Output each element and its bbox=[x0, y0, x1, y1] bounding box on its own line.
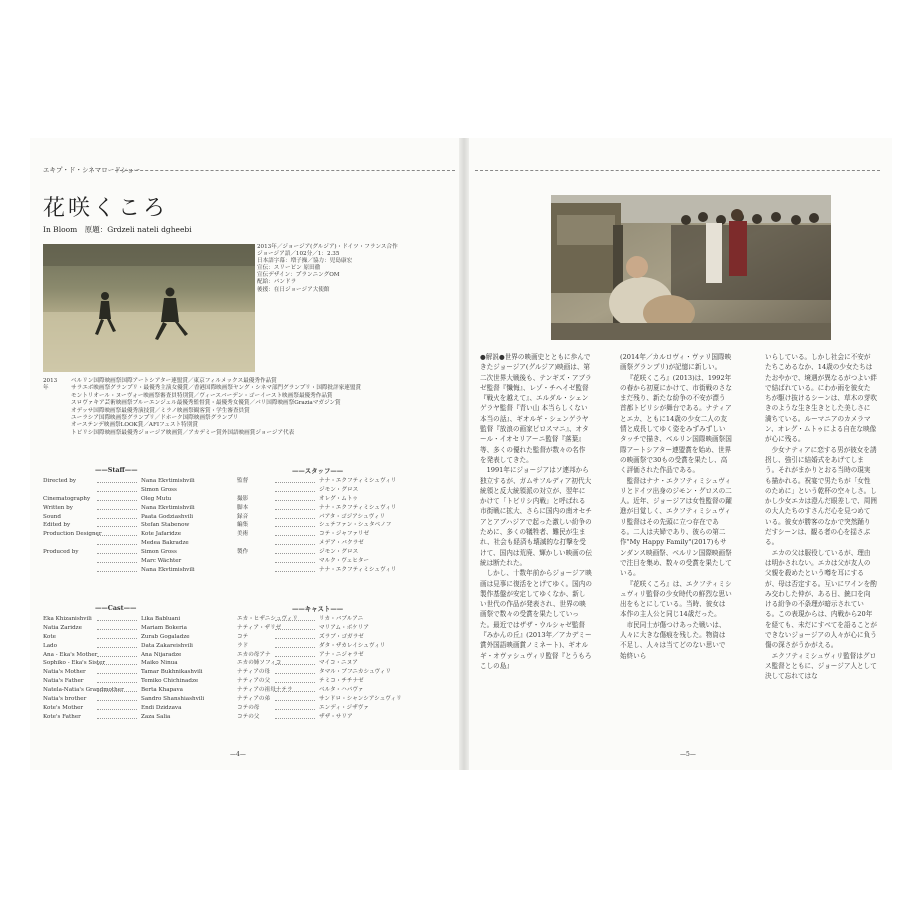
credit-name: Stefan Stabenow bbox=[141, 522, 190, 529]
essay-paragraph: ●解説●世界の映画史とともに歩んできたジョージア(グルジア)映画は、第二次世界大戦後も、テンギズ・アブラゼ監督『懺悔』、レゾ・チヘイゼ監督『戦火を越えて』、エルダル・シェンゲラヤ監督『青い山 本当らしくない本当の話』、ギオルギ・シェンゲラヤ監督『放浪の画家ピロスマニ』、オタール・イオセリアーニ監督『落葉』等、多くの優れた監督が数々の名作を発表してきた。 bbox=[480, 353, 592, 464]
credit-row bbox=[237, 557, 447, 566]
credit-name: Lika Babluani bbox=[141, 616, 181, 622]
still-photo-girls-running bbox=[43, 244, 255, 372]
leader-dots bbox=[97, 571, 137, 572]
leader-dots bbox=[275, 500, 315, 501]
page-number-right: —5— bbox=[680, 751, 696, 758]
credit-name: Nana Ekvtimishvili bbox=[141, 566, 195, 573]
credit-row bbox=[237, 695, 447, 704]
credit-role: Kote's Father bbox=[43, 713, 81, 720]
leader-dots bbox=[275, 518, 315, 519]
credit-role: 製作 bbox=[237, 549, 249, 556]
leader-dots bbox=[275, 526, 315, 527]
credit-name: Tamar Bukhnikashvili bbox=[141, 669, 203, 676]
credit-row bbox=[43, 633, 243, 642]
credit-name: Zaza Salia bbox=[141, 713, 171, 720]
credit-row bbox=[43, 686, 243, 695]
credit-name: Sandro Shanshiashvili bbox=[141, 696, 205, 703]
leader-dots bbox=[97, 518, 137, 519]
credit-name: Zurab Gogaladze bbox=[141, 633, 190, 640]
award-line: サラエボ映画祭グランプリ・最優秀主演女優賞／香港国際映画祭ヤング・シネマ部門グランプリ・国際批評家連盟賞 bbox=[71, 385, 362, 392]
credit-name: Ana Nijaradze bbox=[141, 651, 182, 658]
credit-name: Temiko Chichinadze bbox=[141, 678, 199, 685]
credit-name: Marc Wächter bbox=[141, 558, 182, 565]
credit-row bbox=[237, 530, 447, 539]
header-rule-right bbox=[475, 170, 880, 171]
award-line: オーステンデ映画祭LOOK賞／AFIフェスト特別賞 bbox=[71, 422, 198, 429]
credit-row bbox=[237, 566, 447, 575]
cast-heading-jp-text: キャスト bbox=[304, 605, 331, 613]
credit-name: ナナ・エクフティミシュヴィリ bbox=[319, 566, 397, 573]
leader-dots bbox=[275, 620, 315, 621]
credit-row bbox=[237, 539, 447, 548]
leader-dots bbox=[97, 509, 137, 510]
film-info bbox=[257, 244, 398, 294]
credit-row bbox=[43, 504, 233, 513]
credit-row bbox=[237, 659, 447, 668]
staff-list-jp bbox=[237, 477, 447, 575]
essay-paragraph: 少女ナティアに恋する男が彼女を誘拐し、強引に結婚式をあげてしまう。それがまかりとおる当時の現実も描かれる。祝宴で男たちが「女性のために」という乾杯の空々しさ。しかし少女エカは澄んだ眼差しで、周囲の大人たちのすさんだ心を見つめている。彼女が勝客のなかで突然踊りだすシーンは、観る者の心を揺さぶる。 bbox=[765, 445, 877, 547]
credit-role: Directed by bbox=[43, 478, 77, 484]
credit-name: Paata Godziashvili bbox=[141, 513, 194, 520]
credit-name: Kote Jafaridze bbox=[141, 531, 182, 538]
leader-dots bbox=[275, 509, 315, 510]
leader-dots bbox=[275, 718, 315, 719]
leader-dots bbox=[275, 553, 315, 554]
credit-name: オレグ・ムトゥ bbox=[319, 495, 358, 502]
film-subtitle: In Bloom 原題：Grdzeli nateli dgheebi bbox=[43, 225, 192, 234]
info-line: ジョージア語／102分／1：2.35 bbox=[257, 251, 340, 258]
leader-dots bbox=[97, 629, 137, 630]
credit-name: パアタ・ゴジアシュヴィリ bbox=[319, 513, 386, 520]
essay-paragraph: (2014年／カルロヴィ・ヴァリ国際映画祭グランプリ)が記憶に新しい。 bbox=[620, 353, 732, 372]
cast-list-jp bbox=[237, 615, 447, 722]
credit-name: マリアム・ボケリア bbox=[319, 624, 369, 631]
leader-dots bbox=[275, 656, 315, 657]
credit-row bbox=[43, 530, 233, 539]
credit-role: Natia's Father bbox=[43, 678, 84, 685]
info-line: 後援：在日ジョージア大使館 bbox=[257, 286, 330, 293]
credit-name: マイコ・ニヌア bbox=[319, 660, 358, 667]
credit-row bbox=[43, 642, 243, 651]
leader-dots bbox=[275, 491, 315, 492]
credit-role: Ana - Eka's Mother bbox=[43, 651, 98, 658]
credit-row bbox=[43, 695, 243, 704]
leader-dots bbox=[97, 682, 137, 683]
credit-name: サンドロ・シャンシアシュヴィリ bbox=[319, 696, 402, 703]
award-line: オデッサ国際映画祭最優秀演技賞／ミラノ映画祭観客賞・学生審査員賞 bbox=[71, 407, 250, 414]
credit-row bbox=[237, 651, 447, 660]
credit-row bbox=[237, 713, 447, 722]
credit-name: Oleg Mutu bbox=[141, 495, 172, 502]
leader-dots bbox=[275, 482, 315, 483]
credit-role: Produced by bbox=[43, 549, 79, 556]
credit-name: シュテファン・シュタベノフ bbox=[319, 522, 392, 529]
credit-name: ズラブ・ゴガラゼ bbox=[319, 633, 364, 640]
info-line: 2013年／ジョージア(グルジア)・ドイツ・フランス合作 bbox=[257, 244, 398, 250]
credit-role: Cinematography bbox=[43, 495, 91, 502]
credit-row bbox=[43, 668, 243, 677]
leader-dots bbox=[275, 673, 315, 674]
leader-dots bbox=[275, 535, 315, 536]
leader-dots bbox=[275, 544, 315, 545]
credit-row bbox=[237, 486, 447, 495]
credit-role: エカの母アナ bbox=[237, 651, 271, 658]
credit-name: Nana Ekvtimishvili bbox=[141, 504, 195, 511]
credit-role: Kote bbox=[43, 633, 56, 640]
credit-row bbox=[237, 633, 447, 642]
credit-role: コテの父 bbox=[237, 713, 260, 720]
credit-row bbox=[43, 521, 233, 530]
leader-dots bbox=[275, 638, 315, 639]
leader-dots bbox=[275, 709, 315, 710]
award-line: ベルリン国際映画祭国際アートシアター連盟賞／東京フィルメックス最優秀作品賞 bbox=[71, 378, 277, 384]
essay-paragraph: 『花咲くころ』は、エクフティミシュヴィリ監督の少女時代の鮮烈な思い出をもとにしている。当時、彼女は本作の主人公と同じ14歳だった。 bbox=[620, 579, 732, 619]
credit-name: タマル・ブフニカシュヴィリ bbox=[319, 669, 391, 676]
credit-name: ナナ・エクフティミシュヴィリ bbox=[319, 478, 397, 484]
credit-name: Data Zakareishvili bbox=[141, 642, 193, 649]
essay-column-2 bbox=[620, 352, 732, 661]
credit-row bbox=[237, 548, 447, 557]
staff-heading-jp-text: スタッフ bbox=[304, 467, 331, 475]
leader-dots bbox=[97, 718, 137, 719]
staff-heading-en: ——Staff—— bbox=[95, 466, 138, 474]
info-line: 宣伝：スリーピン 原田徹 bbox=[257, 265, 321, 272]
awards-year: 2013年 bbox=[43, 378, 58, 392]
credit-row bbox=[43, 677, 243, 686]
leader-dots bbox=[97, 664, 137, 665]
cast-list-en bbox=[43, 615, 243, 722]
staff-heading-jp: ——スタッフ—— bbox=[292, 467, 344, 475]
leader-dots bbox=[97, 544, 137, 545]
essay-paragraph: 『花咲くころ』(2013)は、1992年の春から初夏にかけて、市街戦のさなまだ残り、新たな紛争の不安が漂う首都トビリシが舞台である。ナティアとエカ、ともに14歳の少女二人の友情と成長してゆく姿をみずみずしいタッチで描き、ベルリン国際映画祭国際アートシアター連盟賞を始め、世界の映画祭で30もの受賞を果たし、高く評価された作品である。 bbox=[620, 373, 732, 475]
leader-dots bbox=[97, 620, 137, 621]
credit-role: ナティアの母 bbox=[237, 669, 271, 676]
credit-name: Medea Bakradze bbox=[141, 540, 189, 547]
leader-dots bbox=[275, 629, 315, 630]
cast-heading-en: ——Cast—— bbox=[95, 604, 137, 612]
essay-paragraph: いらしている。しかし社会に不安がたちこめるなか、14歳の少女たちはたおやかで、境遇が異なるがつよい絆で結ばれている。にわか雨を彼女たちが駆け抜けるシーンは、草木の芽吹きのような生き生きとした美しさに満ちている。ルーマニアのカメラマン、オレグ・ムトゥによる自在な映像が心に残る。 bbox=[765, 353, 877, 444]
header-rule-left bbox=[115, 170, 455, 171]
credit-role: Kote's Mother bbox=[43, 704, 84, 711]
credit-role: ナティア・ザリゼ bbox=[237, 624, 282, 631]
credit-row bbox=[43, 477, 233, 486]
credit-role: ラド bbox=[237, 642, 249, 649]
credit-role: 美術 bbox=[237, 531, 249, 538]
essay-paragraph: 監督はナナ・エクフティミシュヴィリとドイツ出身のジモン・グロスの二人。近年、ジョージアは女性監督の躍進が目覚しく、エクフティミシュヴィリ監督はその先頭に立つ存在である。二人は夫婦であり、彼らの第二作"My Happy Family"(2017)もサンダンス映画祭、ベルリン国際映画祭で注目を集め、数々の受賞を果たしている。 bbox=[620, 476, 732, 578]
page-gutter bbox=[459, 138, 469, 770]
leader-dots bbox=[97, 500, 137, 501]
credit-row bbox=[43, 548, 233, 557]
credit-row bbox=[43, 566, 233, 575]
series-label: エキプ・ド・シネマロードショー bbox=[43, 166, 141, 174]
credit-role: エカ・ヒザニシュヴィリ bbox=[237, 616, 298, 622]
credit-row bbox=[237, 495, 447, 504]
credit-row bbox=[237, 615, 447, 624]
credit-name: Berta Khapava bbox=[141, 687, 183, 694]
credit-role: Sophiko - Eka's Sister bbox=[43, 660, 106, 667]
leader-dots bbox=[97, 673, 137, 674]
leader-dots bbox=[275, 571, 315, 572]
credit-row bbox=[43, 486, 233, 495]
credit-role: コテ bbox=[237, 633, 249, 640]
leader-dots bbox=[97, 491, 137, 492]
credit-role: Written by bbox=[43, 504, 73, 511]
credit-role: 監督 bbox=[237, 478, 249, 484]
info-line: 配給：パンドラ bbox=[257, 279, 297, 286]
credit-row bbox=[43, 557, 233, 566]
credit-name: ダタ・ザカレイシュヴィリ bbox=[319, 642, 386, 649]
essay-paragraph: 1991年にジョージアはソ連邦から独立するが、ガムサフルディア初代大統領と反大統領派の対立が、翌年にかけて「トビリシ内戦」と呼ばれる市街戦に拡大、さらに国内の南オセチアとアブハジアで起った激しい紛争のために、多くの犠牲者、難民が生まれ、社会も経済も壊滅的な打撃を受けて、国内は荒廃、輝かしい映画の伝統は断たれた。 bbox=[480, 466, 592, 567]
leader-dots bbox=[275, 647, 315, 648]
credit-name: ジモン・グロス bbox=[319, 486, 359, 493]
credit-name: ジモン・グロス bbox=[319, 549, 359, 556]
credit-row bbox=[43, 713, 243, 722]
credit-name: リカ・バブルアニ bbox=[319, 616, 364, 622]
credit-row bbox=[43, 624, 243, 633]
leader-dots bbox=[275, 664, 315, 665]
credit-row bbox=[237, 521, 447, 530]
credit-row bbox=[43, 615, 243, 624]
credit-name: アナ・ニジャラゼ bbox=[319, 651, 364, 658]
leader-dots bbox=[275, 691, 315, 692]
credit-row bbox=[43, 704, 243, 713]
credit-role: 録音 bbox=[237, 513, 249, 520]
page-number-left: —4— bbox=[230, 751, 246, 758]
credit-role: エカの姉ソフィコ bbox=[237, 660, 282, 667]
credit-row bbox=[237, 704, 447, 713]
essay-paragraph: エカの父は服役しているが、理由は明かされない。エカは父が友人の父親を殺めたという噂を耳にするが、母は否定する。互いにワインを酌み交わした仲が、ある日、銃口を向ける紛争の不条理が暗示されている。この表現からは、内戦から20年を経ても、未だにすべてを語ることができないジョージアの人々が心に負う傷の深さがうかがえる。 bbox=[765, 548, 877, 650]
credit-row bbox=[237, 477, 447, 486]
cast-heading-en-text: Cast bbox=[107, 604, 124, 612]
credit-role: Edited by bbox=[43, 522, 71, 529]
credit-name: ベルタ・ハパヴァ bbox=[319, 687, 364, 694]
essay-paragraph: 市民同士が傷つけあった戦いは、人々に大きな傷痕を残した。物資は不足し、人々は当てどのない思いで始終いら bbox=[620, 620, 726, 660]
leader-dots bbox=[97, 656, 137, 657]
credit-row bbox=[237, 504, 447, 513]
credit-row bbox=[237, 642, 447, 651]
leader-dots bbox=[97, 553, 137, 554]
credit-role: Sound bbox=[43, 513, 61, 520]
credit-row bbox=[43, 651, 243, 660]
credit-role: ナティアの弟 bbox=[237, 696, 271, 703]
essay-paragraph: エクフティミシュヴィリ監督はグロス監督とともに、ジョージア人として決して忘れてはな bbox=[765, 651, 877, 681]
credit-row bbox=[237, 624, 447, 633]
credit-role: 編集 bbox=[237, 522, 249, 529]
credit-name: コテ・ジャファリゼ bbox=[319, 531, 370, 538]
credit-row bbox=[43, 495, 233, 504]
leader-dots bbox=[97, 638, 137, 639]
credit-name: エンディ・ジザヴァ bbox=[319, 704, 369, 711]
credit-role: コテの母 bbox=[237, 704, 260, 711]
credit-name: Nana Ekvtimishvili bbox=[141, 478, 195, 484]
credit-role: Natia's brother bbox=[43, 696, 87, 703]
credit-name: テミコ・チチナゼ bbox=[319, 678, 364, 685]
leader-dots bbox=[97, 700, 137, 701]
credit-role: Natia's Mother bbox=[43, 669, 86, 676]
award-line: トビリシ国際映画祭最優秀ジョージア映画賞／アカデミー賞外国語映画賞ジョージア代表 bbox=[71, 429, 295, 436]
credit-row bbox=[237, 513, 447, 522]
staff-heading-en-text: Staff bbox=[107, 466, 125, 474]
credit-name: Simon Gross bbox=[141, 486, 177, 493]
cast-heading-jp: ——キャスト—— bbox=[292, 605, 344, 613]
credit-role: Natela-Natia's Grandmother bbox=[43, 687, 124, 694]
essay-column-1 bbox=[480, 352, 592, 671]
credit-role: ナティアの父 bbox=[237, 678, 271, 685]
credit-row bbox=[43, 659, 243, 668]
credit-row bbox=[237, 668, 447, 677]
essay-column-3 bbox=[765, 352, 877, 682]
credit-name: Maiko Ninua bbox=[141, 660, 178, 667]
leader-dots bbox=[275, 562, 315, 563]
credit-role: 撮影 bbox=[237, 495, 249, 502]
award-line: スロヴァキア芸術映画祭ブルーエンジェル最優秀監督賞・最優秀女優賞／パリ国際映画祭Graziaマガジン賞 bbox=[71, 400, 341, 407]
credit-name: Endi Dzidzava bbox=[141, 704, 182, 711]
credit-role: Lado bbox=[43, 642, 57, 649]
staff-list-en bbox=[43, 477, 233, 575]
credit-row bbox=[43, 513, 233, 522]
credit-name: ナナ・エクフティミシュヴィリ bbox=[319, 504, 397, 511]
credit-role: Natia Zaridze bbox=[43, 624, 82, 631]
credit-row bbox=[43, 539, 233, 548]
credit-name: ザザ・サリア bbox=[319, 713, 353, 720]
leader-dots bbox=[97, 526, 137, 527]
leader-dots bbox=[97, 709, 137, 710]
credit-row bbox=[237, 677, 447, 686]
leader-dots bbox=[275, 700, 315, 701]
credit-name: Simon Gross bbox=[141, 549, 177, 556]
leader-dots bbox=[97, 691, 137, 692]
still-photo-crowd bbox=[551, 195, 831, 340]
leader-dots bbox=[97, 535, 137, 536]
leader-dots bbox=[97, 647, 137, 648]
credit-row bbox=[237, 686, 447, 695]
credit-name: メデア・バクラゼ bbox=[319, 540, 364, 547]
credit-role: 脚本 bbox=[237, 504, 249, 511]
award-line: モントリオール・ヌーヴォー映画祭審査員特別賞／ヴィースバーデン・ゴーイースト映画祭最優秀作品賞 bbox=[71, 392, 333, 399]
essay-paragraph: しかし、十数年前からジョージア映画は見事に復活をとげてゆく。国内の製作基盤が安定してゆくなか、新しい世代の作品が発表され、世界の映画祭で数々の受賞を果たしていった。最近ではザザ・ウルシャゼ監督『みかんの丘』(2013年／アカデミー賞外国語映画賞ノミネート)、ギオルギ・オヴァシュヴィリ監督『とうもろこしの島』 bbox=[480, 569, 592, 670]
leader-dots bbox=[97, 562, 137, 563]
leader-dots bbox=[275, 682, 315, 683]
credit-role: ナティアの祖母ナテラ bbox=[237, 687, 293, 694]
credit-name: Mariam Bokeria bbox=[141, 624, 187, 631]
info-line: 日本語字幕：増子操／協力：児島康宏 bbox=[257, 258, 353, 265]
award-line: ユーラシア国際映画祭グランプリ／ドホーク国際映画祭グランプリ bbox=[71, 415, 239, 422]
credit-name: マルク・ヴェヒター bbox=[319, 558, 370, 565]
credit-role: Eka Khizanishvili bbox=[43, 616, 92, 622]
film-title: 花咲くころ bbox=[43, 196, 169, 221]
info-line: 宣伝デザイン：プランニングOM bbox=[257, 272, 340, 279]
leader-dots bbox=[97, 482, 137, 483]
credit-role: Production Designer bbox=[43, 531, 102, 538]
